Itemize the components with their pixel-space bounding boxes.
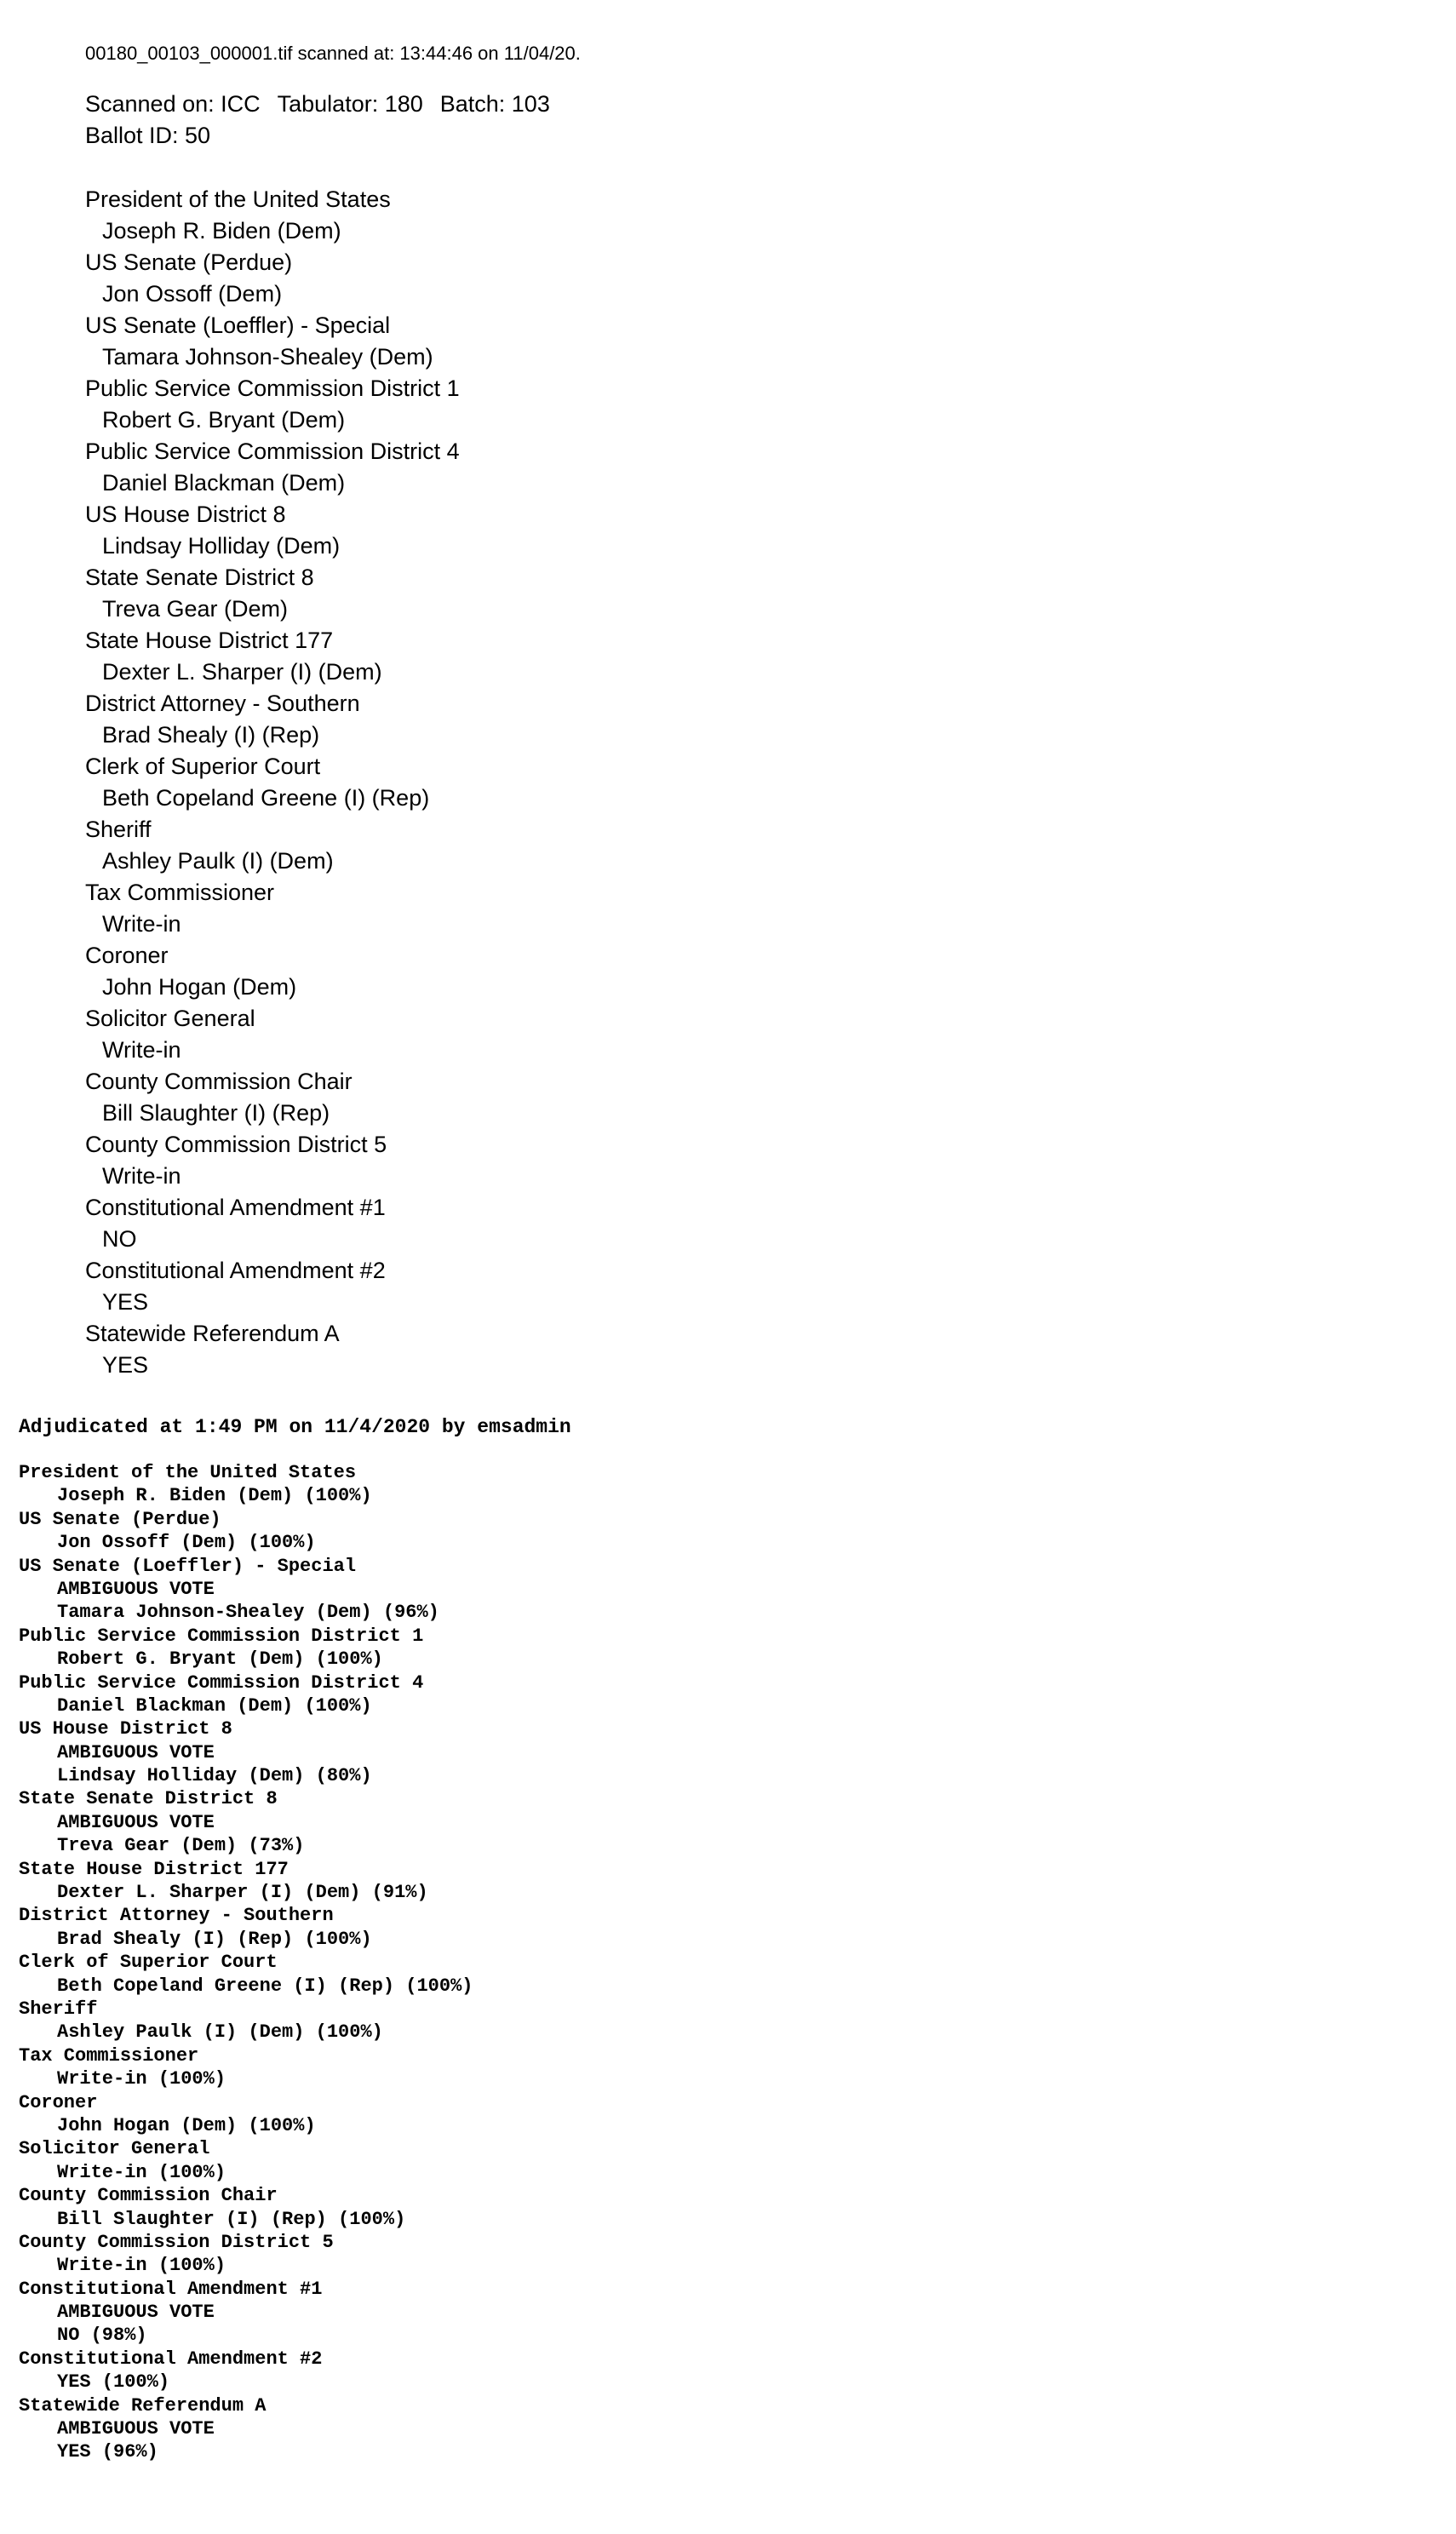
adjudication-choice: Beth Copeland Greene (I) (Rep) (100%) [57, 1975, 473, 1997]
adjudication-choice: AMBIGUOUS VOTE [57, 1741, 215, 1763]
adjudication-choice: YES (100%) [57, 2371, 170, 2394]
adjudication-choice: AMBIGUOUS VOTE [57, 1578, 215, 1600]
adjudication-race: US Senate (Perdue) [19, 1508, 221, 1530]
adjudication-race: Clerk of Superior Court [19, 1952, 278, 1974]
adjudication-choice: Write-in (100%) [57, 2161, 226, 2183]
adjudication-choice: Ashley Paulk (I) (Dem) (100%) [57, 2021, 383, 2044]
adjudication-choice: AMBIGUOUS VOTE [57, 1811, 215, 1833]
adjudication-choice: Write-in (100%) [57, 2068, 226, 2090]
race-choice: Lindsay Holliday (Dem) [102, 533, 341, 559]
adjudication-race: Solicitor General [19, 2138, 210, 2160]
adjudication-race: Statewide Referendum A [19, 2394, 267, 2416]
adjudication-choice: Tamara Johnson-Shealey (Dem) (96%) [57, 1602, 439, 1624]
adjudication-choice: Lindsay Holliday (Dem) (80%) [57, 1765, 372, 1787]
race-title: Public Service Commission District 1 [85, 376, 460, 401]
adjudication-race: Public Service Commission District 1 [19, 1625, 424, 1647]
adjudication-race: Tax Commissioner [19, 2044, 199, 2067]
race-choice: Write-in [102, 1037, 181, 1063]
adjudication-lines [19, 1461, 1296, 2464]
tabulator: Tabulator: 180 [277, 91, 423, 117]
adjudication-choice: YES (96%) [57, 2441, 158, 2463]
race-title: State Senate District 8 [85, 565, 314, 590]
race-choice: Joseph R. Biden (Dem) [102, 218, 341, 244]
scan-header: 00180_00103_000001.tif scanned at: 13:44:46 on 11/04/20. [85, 43, 581, 64]
adjudication-race: US Senate (Loeffler) - Special [19, 1555, 357, 1577]
race-title: President of the United States [85, 186, 391, 212]
adjudication-header: Adjudicated at 1:49 PM on 11/4/2020 by emsadmin [19, 1416, 571, 1438]
adjudication-choice: John Hogan (Dem) (100%) [57, 2114, 316, 2136]
race-title: Statewide Referendum A [85, 1321, 340, 1346]
race-title: Solicitor General [85, 1006, 255, 1031]
race-title: Sheriff [85, 817, 152, 842]
race-title: Clerk of Superior Court [85, 754, 321, 779]
race-choice: NO [102, 1226, 137, 1252]
race-choice: Tamara Johnson-Shealey (Dem) [102, 344, 433, 370]
adjudication-choice: Joseph R. Biden (Dem) (100%) [57, 1485, 372, 1507]
ballot-selections [85, 184, 1107, 1381]
race-title: District Attorney - Southern [85, 691, 360, 716]
spacer [85, 73, 1107, 89]
race-title: US Senate (Perdue) [85, 249, 293, 275]
race-choice: John Hogan (Dem) [102, 974, 297, 1000]
race-choice: Dexter L. Sharper (I) (Dem) [102, 659, 382, 685]
race-title: Public Service Commission District 4 [85, 439, 460, 464]
adjudication-choice: Brad Shealy (I) (Rep) (100%) [57, 1928, 372, 1950]
race-title: County Commission District 5 [85, 1132, 387, 1157]
race-choice: Write-in [102, 911, 181, 937]
race-choice: Bill Slaughter (I) (Rep) [102, 1100, 330, 1126]
adjudication-choice: Bill Slaughter (I) (Rep) (100%) [57, 2208, 406, 2230]
spacer [85, 152, 1107, 184]
adjudication-race: US House District 8 [19, 1718, 232, 1740]
adjudication-choice: Robert G. Bryant (Dem) (100%) [57, 1648, 383, 1671]
adjudication-race: Coroner [19, 2091, 98, 2113]
race-title: Tax Commissioner [85, 880, 275, 905]
race-title: Constitutional Amendment #1 [85, 1195, 386, 1220]
race-title: County Commission Chair [85, 1069, 353, 1094]
scan-meta-line [85, 89, 1107, 120]
race-title: Coroner [85, 943, 169, 968]
adjudication-race: County Commission Chair [19, 2185, 278, 2207]
race-title: State House District 177 [85, 628, 334, 653]
adjudication-race: Public Service Commission District 4 [19, 1671, 424, 1694]
adjudication-race: State House District 177 [19, 1858, 289, 1880]
ballot-id: Ballot ID: 50 [85, 123, 211, 148]
adjudication-choice: AMBIGUOUS VOTE [57, 2302, 215, 2324]
adjudication-choice: AMBIGUOUS VOTE [57, 2418, 215, 2440]
adjudication-race: State Senate District 8 [19, 1788, 278, 1810]
race-title: Constitutional Amendment #2 [85, 1258, 386, 1283]
adjudication-race: President of the United States [19, 1462, 357, 1483]
adjudication-choice: NO (98%) [57, 2325, 147, 2347]
race-choice: Brad Shealy (I) (Rep) [102, 722, 320, 748]
scanned-on: Scanned on: ICC [85, 91, 261, 117]
adjudication-choice: Write-in (100%) [57, 2255, 226, 2277]
race-choice: YES [102, 1289, 149, 1315]
adjudication-choice: Dexter L. Sharper (I) (Dem) (91%) [57, 1882, 428, 1904]
adjudication-race: County Commission District 5 [19, 2231, 334, 2253]
race-choice: Ashley Paulk (I) (Dem) [102, 848, 334, 874]
adjudication-race: Sheriff [19, 1998, 98, 2020]
adjudication-section [19, 1415, 1296, 2464]
adjudication-race: Constitutional Amendment #1 [19, 2278, 323, 2300]
race-choice: Treva Gear (Dem) [102, 596, 289, 622]
ballot-scan-section [85, 34, 1107, 1381]
race-choice: Robert G. Bryant (Dem) [102, 407, 346, 433]
race-title: US House District 8 [85, 502, 286, 527]
race-title: US Senate (Loeffler) - Special [85, 312, 391, 338]
adjudication-choice: Daniel Blackman (Dem) (100%) [57, 1694, 372, 1717]
adjudication-choice: Jon Ossoff (Dem) (100%) [57, 1532, 316, 1554]
spacer [19, 1439, 1296, 1461]
race-choice: Write-in [102, 1163, 181, 1189]
race-choice: YES [102, 1352, 149, 1378]
batch: Batch: 103 [439, 91, 550, 117]
adjudication-choice: Treva Gear (Dem) (73%) [57, 1835, 305, 1857]
race-choice: Daniel Blackman (Dem) [102, 470, 346, 496]
race-choice: Beth Copeland Greene (I) (Rep) [102, 785, 430, 811]
adjudication-race: Constitutional Amendment #2 [19, 2348, 323, 2370]
adjudication-race: District Attorney - Southern [19, 1905, 334, 1927]
race-choice: Jon Ossoff (Dem) [102, 281, 283, 307]
